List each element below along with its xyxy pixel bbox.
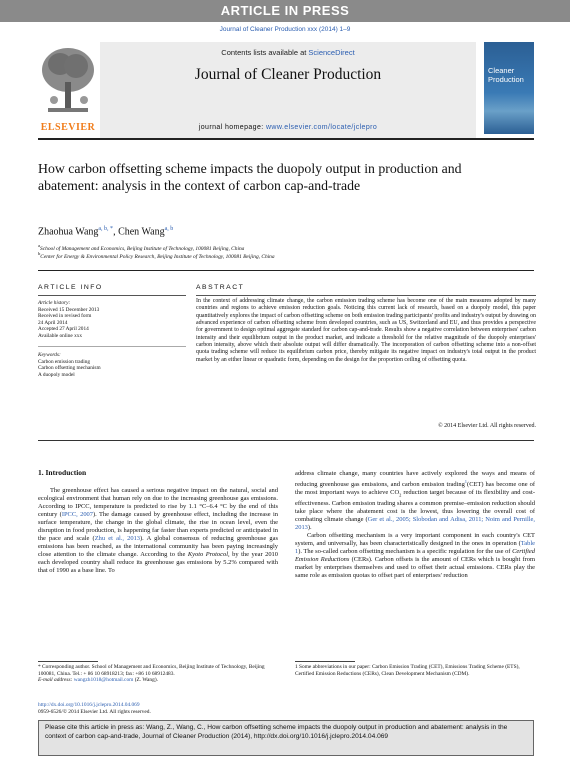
history-received: Received 15 December 2013 <box>38 306 100 313</box>
keywords <box>38 352 186 378</box>
cite-this-article-box: Please cite this article in press as: Wang, Z., Wang, C., How carbon offsetting scheme impacts the duopoly output in production and abatement: analysis in the context of carbon cap-and-trade, Journal of Cleaner Production (2014), http://dx.doi.org/10.1016/j.jclepro.2014.04.069 <box>38 720 534 756</box>
intro-italic-term: Certified Emission Reductions <box>295 547 535 563</box>
intro-text: ). The damage caused by greenhouse effect, including the increase in surface temperature, the change in the global climate, the rise in ocean level, even the disruption in food production, is happening far faster than experts predicted or anticipated in the pace and scale ( <box>38 511 279 543</box>
affil-a-mark: a <box>38 243 41 248</box>
citation-link[interactable]: Ger et al., 2005; Slobodan and Adisa, 2011; Noim and Pernille, 2013 <box>295 515 535 531</box>
header-divider <box>38 138 534 140</box>
intro-text: The greenhouse effect has caused a serious negative impact on the natural, social and ecological environment that human rely on due to the increasing greenhouse gas emissions. According to IPCC, temperature is predicted to rise by 1.1 °C–6.4 °C by the end of this century ( <box>38 487 278 519</box>
corresponding-author-note <box>38 664 278 684</box>
homepage-prefix: journal homepage: <box>198 124 266 131</box>
keywords-label: Keywords: <box>38 352 61 358</box>
keyword-item: A duopoly model <box>38 371 75 378</box>
citation-link[interactable]: IPCC, 2007 <box>61 511 93 519</box>
abstract-divider <box>38 440 534 441</box>
footnote-rule-left <box>38 661 98 662</box>
journal-title: Journal of Cleaner Production <box>194 66 382 83</box>
footnote-rule-right <box>295 661 355 662</box>
history-revised: Received in revised form <box>38 313 92 320</box>
intro-text: (CET) has become one of the most important ways to achieve CO <box>295 481 535 497</box>
publisher-name: ELSEVIER <box>40 122 96 133</box>
abstract-text: In the context of addressing climate change, the carbon emission trading scheme has become one of the main measures adopted by many countries and regions to achieve emission reduction goals. Noticing this current lack of research, based on a duopoly model, this paper quantitatively explores the impact of carbon offsetting scheme on both emission trading participants' profits and industry's output by drawing on advanced experience of carbon offsetting scheme from developed countries, such as US, Switzerland and EU, and thus provides a perspective for government to design optimal aggregate standard for carbon cap-and-trade. Results show a negative correlation between enterprises' carbon intensity and their equilibrium output in the product market, and indicate a threshold for the relative magnitude of the duopoly enterprises' carbon intensity, above which their absolute output will differ dramatically. The incorporation of carbon offsetting scheme into a non-offset quota trading scheme will reduce its equilibrium carbon price, thereby mitigate its negative impact on industry's total output in the product market by an either linear or quadratic form, depending on the design for the proportion ceiling of offsetting quota. <box>196 298 536 363</box>
author-line <box>38 226 173 237</box>
journal-header <box>100 42 476 138</box>
abstract-label: ABSTRACT <box>196 284 245 291</box>
affil-b-text: Center for Energy & Environmental Policy Research, Beijing Institute of Technology, 100081 Beijing, China <box>40 253 275 260</box>
contents-prefix: Contents lists available at <box>221 48 309 57</box>
author-1: Zhaohua Wang <box>38 226 99 238</box>
author-1-affil-marks[interactable]: a, b, * <box>98 226 114 232</box>
homepage-link[interactable]: www.elsevier.com/locate/jclepro <box>265 124 378 131</box>
email-link[interactable]: wangzh1018@hotmail.com <box>73 677 134 684</box>
doi-link[interactable]: http://dx.doi.org/10.1016/j.jclepro.2014.04.069 <box>38 702 140 708</box>
doi-block <box>38 702 338 715</box>
keyword-item: Carbon offsetting mechanism <box>38 365 101 372</box>
journal-homepage <box>100 124 476 131</box>
affil-a-text: School of Management and Economics, Beijing Institute of Technology, 100081 Beijing, China <box>40 245 245 252</box>
intro-text: ). A global consensus of reducing greenhouse gas emissions has been reached, as the international community has been paying increasingly close attention to the climate change. According to the <box>38 535 278 559</box>
sciencedirect-link[interactable]: ScienceDirect <box>308 48 355 57</box>
intro-text: ). The so-called carbon offsetting mechanism is a specific regulation for the use of <box>298 547 513 555</box>
affiliation-b <box>38 250 518 261</box>
journal-reference-link[interactable]: Journal of Cleaner Production xxx (2014) 1–9 <box>219 26 351 33</box>
corresponding-author-text: * Corresponding author. School of Management and Economics, Beijing Institute of Technology, Beijing 100081, China. Tel.: + 86 10 68918213; fax: +86 10 68912483. <box>38 664 265 677</box>
intro-text: reduction target because of its flexibility and cost-effectiveness. Carbon emission trading shares a common premise–emission reduction should take place where the abatement cost is the lowest, thus lowering the overall cost of combating climate change ( <box>295 489 535 523</box>
intro-text: Carbon offsetting mechanism is a very important component in each country's CET system, and universally, has been characteristically designed in the ones in operation ( <box>295 531 535 547</box>
issn-line: 0959-6526/© 2014 Elsevier Ltd. All rights reserved. <box>38 708 151 715</box>
history-revised-date: 24 April 2014 <box>38 319 68 326</box>
elsevier-logo <box>38 42 98 134</box>
history-accepted: Accepted 27 April 2014 <box>38 326 89 333</box>
section-heading-introduction: 1. Introduction <box>38 468 87 477</box>
co2-subscript: 2 <box>399 492 402 498</box>
email-label: E-mail address: <box>38 677 74 684</box>
elsevier-tree-icon <box>38 42 98 120</box>
cover-title: Cleaner Production <box>488 66 524 84</box>
intro-text: ). <box>307 523 312 531</box>
article-history <box>38 300 186 340</box>
keywords-rule <box>38 346 186 347</box>
contents-line <box>100 48 476 57</box>
intro-text: (CERs). Carbon offsets is the amount of CERs which is bought from market by enterprises themselves and used to offset their actual emissions. CERs play the same role as emission quotas to offset part of enterprises' reduction <box>295 555 535 579</box>
article-info-rule <box>38 295 186 296</box>
intro-text: address climate change, many countries have actively explored the ways and means of reducing greenhouse gas emissions, and carbon emission trading <box>295 470 535 489</box>
author-2-affil-marks[interactable]: a, b <box>164 226 174 232</box>
email-suffix: (Z. Wang). <box>133 677 158 684</box>
abstract-copyright: © 2014 Elsevier Ltd. All rights reserved. <box>438 423 536 429</box>
footnote-marker[interactable]: 1 <box>464 479 468 485</box>
article-info-label: ARTICLE INFO <box>38 284 103 291</box>
intro-text: , by the year 2010 each developed country shall reduce its greenhouse gas emissions by 5.2% compared with that of 1990 as a base line. To <box>38 551 278 575</box>
table-link[interactable]: Table 1 <box>295 539 535 555</box>
author-separator: , <box>113 226 119 238</box>
intro-italic-term: Kyoto Protocol <box>187 551 229 559</box>
affil-b-mark: b <box>38 251 41 256</box>
abstract-rule <box>196 295 536 296</box>
intro-paragraph-2 <box>295 470 535 580</box>
title-divider <box>38 270 534 271</box>
article-in-press-banner: ARTICLE IN PRESS <box>0 0 570 22</box>
intro-paragraph-1 <box>38 487 278 576</box>
journal-cover-image <box>484 42 534 134</box>
citation-link[interactable]: Zhu et al., 2013 <box>94 535 141 543</box>
history-label: Article history: <box>38 300 71 306</box>
keyword-item: Carbon emission trading <box>38 358 91 365</box>
author-2: Chen Wang <box>118 226 165 238</box>
article-title: How carbon offsetting scheme impacts the duopoly output in production and abatement: analysis in the context of carbon cap-and-trade <box>38 161 462 193</box>
abbreviations-footnote: 1 Some abbreviations in our paper: Carbon Emission Trading (CET), Emissions Trading Scheme (ETS), Certified Emission Reductions (CERs), Clean Development Mechanism (CDM). <box>295 664 520 677</box>
history-online: Available online xxx <box>38 332 83 339</box>
